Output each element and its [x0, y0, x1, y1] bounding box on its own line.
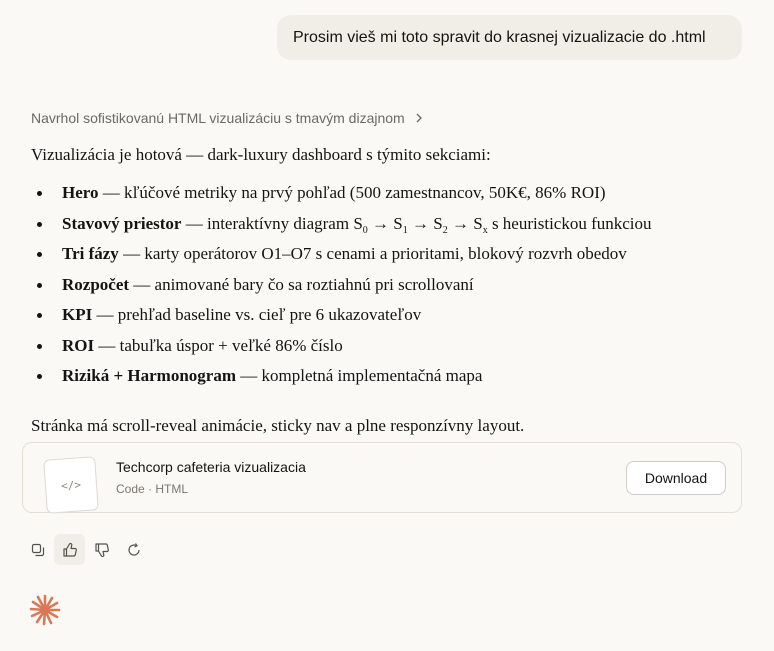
chevron-right-icon: [413, 112, 425, 124]
item-title: Hero: [62, 183, 99, 202]
section-list: [31, 178, 751, 392]
thought-summary-text: Navrhol sofistikovanú HTML vizualizáciu s tmavým dizajnom: [31, 110, 405, 126]
state-s2: $S_2$: [433, 213, 448, 236]
list-item: [31, 300, 751, 331]
user-message-bubble: [277, 15, 742, 60]
copy-icon: [30, 542, 46, 558]
retry-icon: [126, 542, 142, 558]
list-item: [31, 178, 751, 209]
state-sx: $S_x$: [473, 213, 488, 236]
assistant-response: [31, 140, 751, 441]
item-text: — animované bary čo sa roztiahnú pri scrollovaní: [129, 274, 474, 294]
thumbs-down-icon: [94, 542, 110, 558]
item-text: s heuristickou funkciou: [487, 213, 652, 233]
item-title: Riziká + Harmonogram: [62, 366, 237, 385]
thought-summary-toggle[interactable]: [31, 110, 425, 126]
state-s0: $S_0$: [353, 213, 368, 236]
code-file-icon: </>: [43, 456, 99, 513]
response-outro: Stránka má scroll-reveal animácie, sticky nav a plne responzívny layout.: [31, 415, 525, 435]
download-button[interactable]: Download: [626, 461, 726, 495]
list-item: [31, 239, 751, 270]
arrow: →: [407, 213, 434, 233]
artifact-title: Techcorp cafeteria vizualizacia: [116, 459, 306, 475]
item-title: Tri fázy: [62, 244, 119, 263]
user-message-text: Prosim vieš mi toto spravit do krasnej vizualizacie do .html: [293, 28, 706, 46]
list-item: [31, 361, 751, 392]
state-s1: $S_1$: [393, 213, 408, 236]
item-title: KPI: [62, 305, 93, 324]
item-text: — kľúčové metriky na prvý pohľad (500 zamestnancov, 50K€, 86% ROI): [98, 183, 606, 202]
claude-logo-icon: [28, 593, 62, 627]
list-item: [31, 209, 751, 240]
item-text: — tabuľka úspor + veľké 86% číslo: [94, 335, 343, 355]
artifact-subtitle: Code · HTML: [116, 482, 189, 496]
item-text: — karty operátorov O1–O7 s cenami a prioritami, blokový rozvrh obedov: [118, 244, 627, 263]
retry-button[interactable]: [118, 534, 149, 565]
thumbs-up-icon: [62, 542, 78, 558]
message-actions: [22, 534, 149, 565]
list-item: [31, 331, 751, 362]
item-text: — prehľad baseline vs. cieľ pre 6 ukazovateľov: [92, 305, 422, 324]
item-title: Stavový priestor: [62, 213, 182, 233]
arrow: →: [367, 213, 394, 233]
thumbs-up-button[interactable]: [54, 534, 85, 565]
response-intro: Vizualizácia je hotová — dark-luxury dashboard s týmito sekciami:: [31, 145, 491, 164]
item-title: ROI: [62, 335, 95, 355]
list-item: [31, 270, 751, 301]
artifact-card[interactable]: [22, 442, 742, 513]
arrow: →: [447, 213, 474, 233]
item-text: — kompletná implementačná mapa: [236, 366, 483, 385]
item-title: Rozpočet: [62, 274, 130, 294]
copy-button[interactable]: [22, 534, 53, 565]
item-text: — interaktívny diagram: [181, 213, 354, 233]
thumbs-down-button[interactable]: [86, 534, 117, 565]
